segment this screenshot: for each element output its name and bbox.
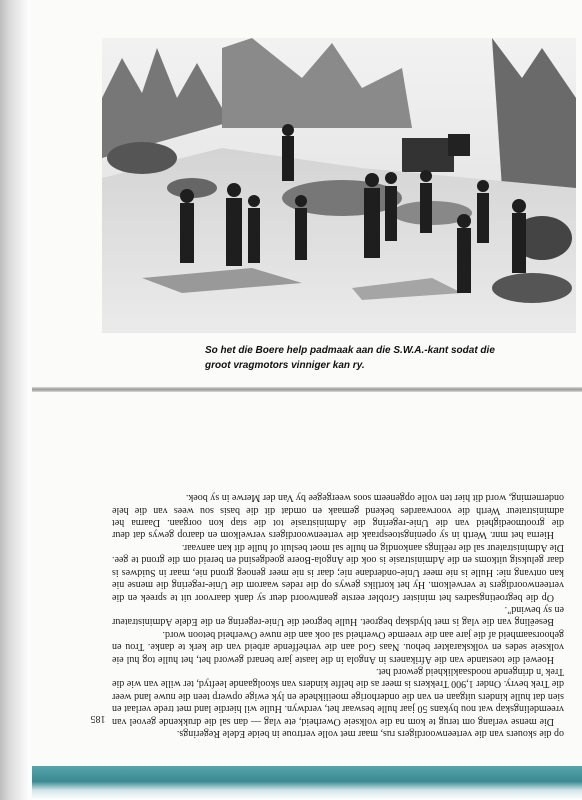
rotated-text-column xyxy=(112,397,574,753)
paragraph: Op die begroetingsadres het minister Grobler eerste geantwoord deur sy dank daarvoor uit te spreek en die verteenwoordigers te verwelkom. Hy het kortliks gewys op die redes waarom die Unie-regering die mense nie kan ontvang nie: Hulle is nie meer Unie-onderdane nie; daar is nie meer genoeg grond nie, maar in Suidwes is daar geluksig uitkoms en die Administrasie is ook die Angola-Boere goedgesind en bereid om die grond te gee. Die Administrateur sal die reëlings aankondig en hulle sal moet besluit of hulle dit kan aanvaar. xyxy=(112,541,564,603)
paragraph: Hoewel die toestande van die Afrikaners in Angola in die laaste jare benard geword het, het hulle tog hul eie volkseie sedes en volkskarakter behou. Naas God aan die verheffende arbeid van die kerk te danke. Trou en gehoorsaamheid af die jare aan die vreemde Owerheid sal ook aan die nuwe Owerheid betoon word. xyxy=(112,628,564,665)
page-fold xyxy=(32,387,582,392)
photo-caption: So het die Boere help padmaak aan die S.W.A.-kant sodat die groot vragmotors vinniger kan ry. xyxy=(205,345,495,371)
page-number: 185 xyxy=(90,713,106,724)
scan-shadow-left xyxy=(0,0,30,800)
teal-cover-edge xyxy=(32,766,582,800)
paragraph: Die mense verlang om terug te kom na die volkseie Owerheid, ete vlag — dan sal die drukkende gevoel van vreemdelingskap wat nou bykans 50 jaar hulle beswaar het, verdwyn. Hulle wil hierdie land met trede verlaat en sien dat hulle kinders uitgaan en van die onderhorige moeilikhede en lyk ewige opwerp teen die nuwe land weer die Trek bevry. Onder 1,900 Trekkers is meer as die helfte kinders van skoolgaande leeftyd, ter wille van wie die Trek 'n dringende noodsaaklikheid geword het. xyxy=(112,665,564,727)
paragraph: Hierna het mnr. Werth in sy openingstoespraak die verteenwoordigers verwelkom en daarop gewys dat deur die grootmoedigheid van die Unie-regering die Administrasie tot die stap kon oorgaan. Daarna het administrateur Werth die voorwaardes bekend gemaak en omdat dit die basis sou wees van die hele onderneming, word dit hier ten volle opgeneem soos weergegee by Van der Merwe in sy boek. xyxy=(112,492,564,541)
paragraph: op die skouers van die verteenwoordigers rus, maar met volle vertroue in beide Edele Regerings. xyxy=(176,728,564,739)
paragraph: Beseëling van die vlag is met blydskap begroet. Hulle begroet die Unie-regering en die Edele Administrateur en sy bewind". xyxy=(112,603,564,628)
road-workers-photo xyxy=(102,38,576,333)
photograph xyxy=(102,38,576,333)
